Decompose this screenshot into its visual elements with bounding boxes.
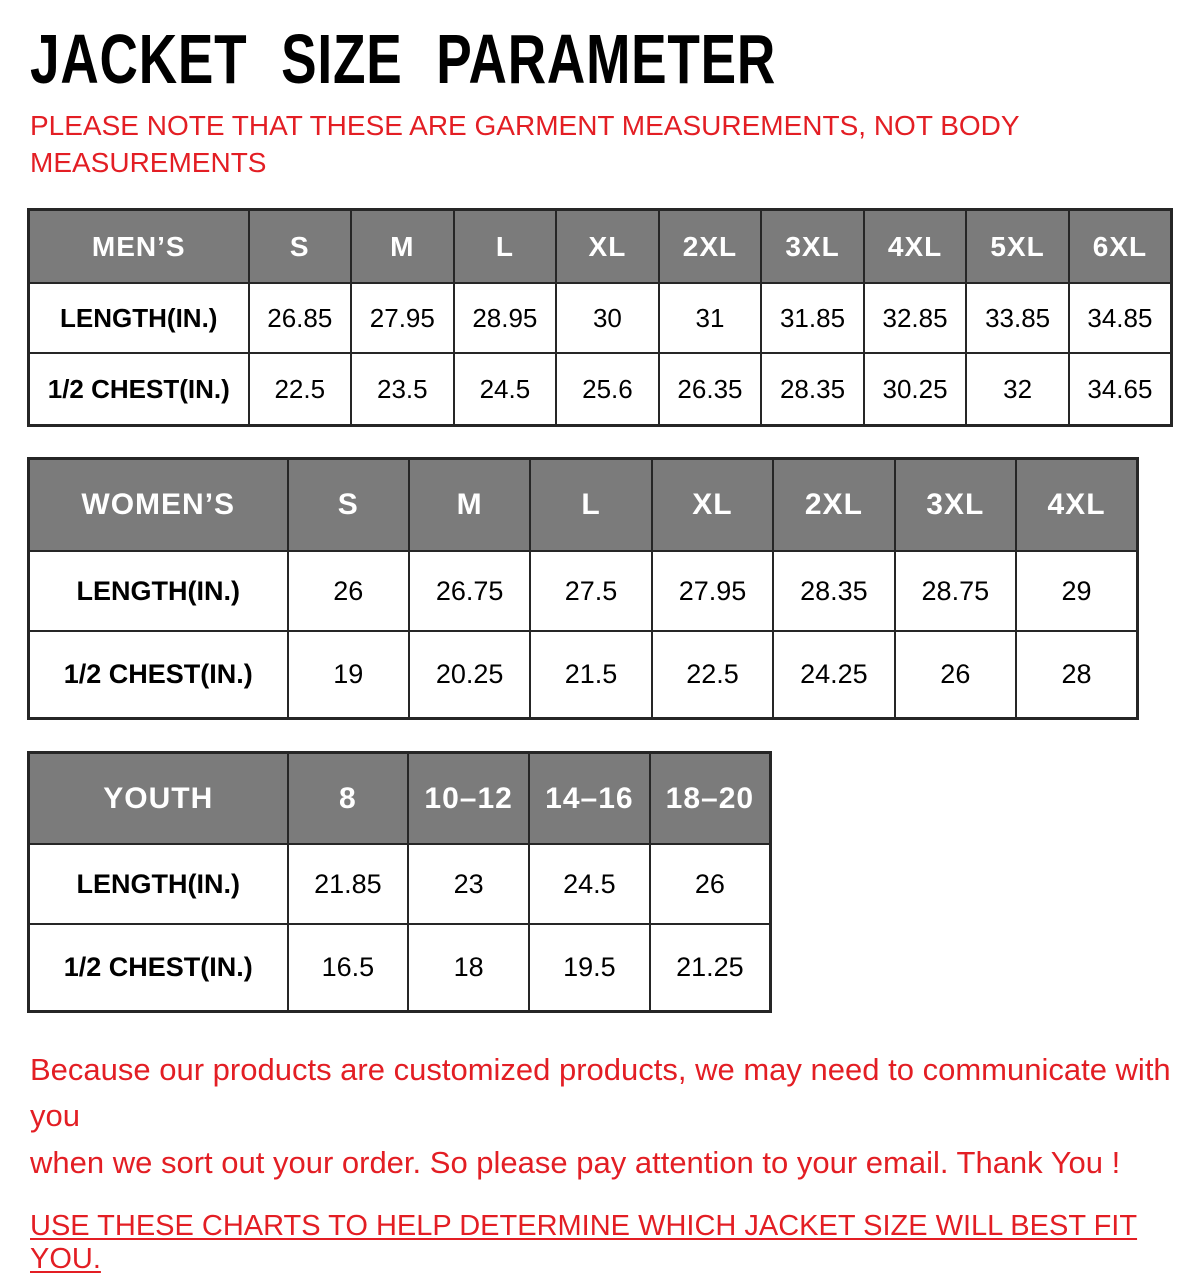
size-header-cell: 2XL <box>659 209 762 283</box>
measurement-value-cell: 28.35 <box>761 353 864 425</box>
table-title-cell: WOMEN’S <box>29 458 288 551</box>
measurement-value-cell: 27.95 <box>652 551 773 631</box>
measurement-value-cell: 21.5 <box>530 631 651 718</box>
size-header-cell: 4XL <box>1016 458 1137 551</box>
mens-size-table <box>27 208 1173 427</box>
measurement-value-cell: 26 <box>895 631 1016 718</box>
row-label-cell: 1/2 CHEST(IN.) <box>29 353 249 425</box>
row-label-cell: LENGTH(IN.) <box>29 844 288 924</box>
table-title-cell: MEN’S <box>29 209 249 283</box>
measurement-value-cell: 18 <box>408 924 529 1011</box>
measurement-value-cell: 26 <box>288 551 409 631</box>
measurement-value-cell: 27.95 <box>351 283 454 353</box>
size-header-cell: XL <box>556 209 659 283</box>
garment-measurement-note <box>30 108 1200 182</box>
measurement-value-cell: 23.5 <box>351 353 454 425</box>
measurement-value-cell: 20.25 <box>409 631 530 718</box>
measurement-value-cell: 26.75 <box>409 551 530 631</box>
size-header-cell: L <box>454 209 557 283</box>
womens-size-table <box>27 457 1139 720</box>
measurement-value-cell: 22.5 <box>249 353 352 425</box>
youth-size-table <box>27 751 772 1013</box>
size-header-cell: M <box>409 458 530 551</box>
measurement-value-cell: 24.25 <box>773 631 894 718</box>
measurement-value-cell: 19.5 <box>529 924 650 1011</box>
size-header-cell: L <box>530 458 651 551</box>
measurement-value-cell: 32.85 <box>864 283 967 353</box>
measurement-value-cell: 30.25 <box>864 353 967 425</box>
customization-notice-line-2: when we sort out your order. So please pay attention to your email. Thank You ! <box>30 1144 1121 1180</box>
size-header-cell: 8 <box>288 752 409 844</box>
measurement-value-cell: 25.6 <box>556 353 659 425</box>
size-header-cell: XL <box>652 458 773 551</box>
size-header-cell: 6XL <box>1069 209 1172 283</box>
measurement-value-cell: 16.5 <box>288 924 409 1011</box>
measurement-value-cell: 28.35 <box>773 551 894 631</box>
size-header-cell: 3XL <box>761 209 864 283</box>
measurement-value-cell: 28.95 <box>454 283 557 353</box>
measurement-value-cell: 34.85 <box>1069 283 1172 353</box>
size-header-cell: S <box>288 458 409 551</box>
measurement-value-cell: 24.5 <box>529 844 650 924</box>
measurement-value-cell: 33.85 <box>966 283 1069 353</box>
row-label-cell: 1/2 CHEST(IN.) <box>29 631 288 718</box>
table-title-cell: YOUTH <box>29 752 288 844</box>
size-header-cell: M <box>351 209 454 283</box>
measurement-value-cell: 26.35 <box>659 353 762 425</box>
size-header-cell: 2XL <box>773 458 894 551</box>
page-title <box>30 20 1200 98</box>
customization-notice-line-1: Because our products are customized products, we may need to communicate with you <box>30 1051 1171 1134</box>
measurement-value-cell: 34.65 <box>1069 353 1172 425</box>
measurement-value-cell: 19 <box>288 631 409 718</box>
size-header-cell: 3XL <box>895 458 1016 551</box>
measurement-value-cell: 22.5 <box>652 631 773 718</box>
garment-note-line-1: PLEASE NOTE THAT THESE ARE GARMENT MEASUREMENTS, NOT BODY <box>30 110 1020 141</box>
measurement-value-cell: 27.5 <box>530 551 651 631</box>
size-header-cell: S <box>249 209 352 283</box>
row-label-cell: LENGTH(IN.) <box>29 283 249 353</box>
measurement-value-cell: 21.85 <box>288 844 409 924</box>
measurement-value-cell: 29 <box>1016 551 1137 631</box>
size-header-cell: 14–16 <box>529 752 650 844</box>
measurement-value-cell: 28.75 <box>895 551 1016 631</box>
customization-notice <box>30 1047 1200 1187</box>
size-header-cell: 5XL <box>966 209 1069 283</box>
row-label-cell: 1/2 CHEST(IN.) <box>29 924 288 1011</box>
measurement-value-cell: 24.5 <box>454 353 557 425</box>
chart-usage-note: USE THESE CHARTS TO HELP DETERMINE WHICH JACKET SIZE WILL BEST FIT YOU. <box>30 1210 1138 1276</box>
measurement-value-cell: 32 <box>966 353 1069 425</box>
page-title-text: JACKET SIZE PARAMETER <box>30 20 777 98</box>
measurement-value-cell: 23 <box>408 844 529 924</box>
measurement-value-cell: 28 <box>1016 631 1137 718</box>
measurement-value-cell: 26.85 <box>249 283 352 353</box>
measurement-value-cell: 30 <box>556 283 659 353</box>
size-header-cell: 10–12 <box>408 752 529 844</box>
measurement-value-cell: 26 <box>650 844 771 924</box>
size-header-cell: 18–20 <box>650 752 771 844</box>
measurement-value-cell: 31.85 <box>761 283 864 353</box>
size-chart-page <box>0 20 1200 1276</box>
row-label-cell: LENGTH(IN.) <box>29 551 288 631</box>
measurement-value-cell: 31 <box>659 283 762 353</box>
measurement-value-cell: 21.25 <box>650 924 771 1011</box>
size-header-cell: 4XL <box>864 209 967 283</box>
garment-note-line-2: MEASUREMENTS <box>30 146 267 178</box>
